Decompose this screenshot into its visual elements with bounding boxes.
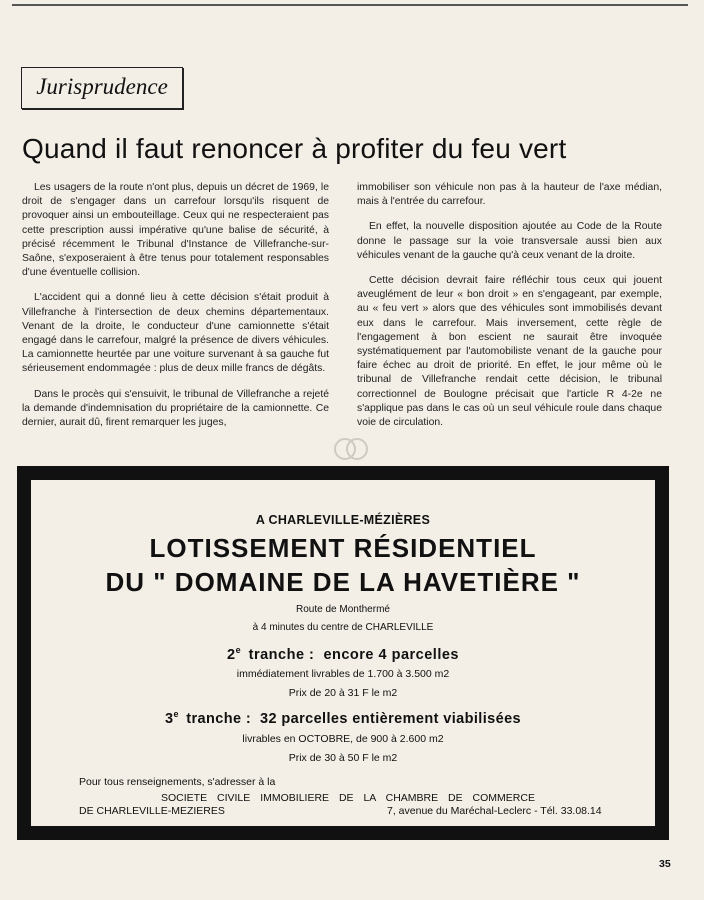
tranche3-sup: e bbox=[173, 709, 179, 719]
paragraph: En effet, la nouvelle disposition ajoutée au Code de la Route donne le passage sur la voie transversale aussi bien aux véhicules venant de la gauche qu'à ceux venant de la droite. bbox=[357, 221, 662, 261]
ad-tranche2-livrables: immédiatement livrables de 1.700 à 3.500 m2 bbox=[236, 668, 450, 680]
paragraph: Cette décision devrait faire réfléchir tous ceux qui jouent aveuglément de leur « bon droit » en s'engageant, par exemple, au « feu vert » alors que des véhicules sont immobilisés devant eux dans le carrefour. Mais inversement, cette règle de l'engagement à bon escient ne saurait être invoquée systématiquement par l'automobiliste venant de la gauche pour faire échec au droit de priorité. En effet, le jour même où le tribunal de Villefranche rendait cette décision, le tribunal correctionnel de Boulogne précisait que l'article R 4-2e ne s'applique pas dans le cas où un seul véhicule roule dans chaque voie de circulation. bbox=[357, 275, 662, 429]
ad-tranche2-heading bbox=[31, 645, 655, 663]
ad-tranche3-price: Prix de 30 à 50 F le m2 bbox=[288, 752, 398, 764]
section-label-box bbox=[21, 67, 183, 109]
ad-title-line1: LOTISSEMENT RÉSIDENTIEL bbox=[149, 533, 537, 563]
tranche2-number: 2 bbox=[227, 646, 236, 663]
ad-tranche3-livrables: livrables en OCTOBRE, de 900 à 2.600 m2 bbox=[242, 733, 444, 745]
ad-road: Route de Monthermé bbox=[296, 604, 390, 615]
paragraph: Dans le procès qui s'ensuivit, le tribunal de Villefranche a rejeté la demande d'indemnisation du propriétaire de la camionnette. Ce dernier, aurait dû, firent remarquer les juges, bbox=[22, 388, 329, 429]
paragraph: Les usagers de la route n'ont plus, depuis un décret de 1969, le droit de s'engager dans un carrefour lorsqu'ils risquent de provoquer ainsi un embouteillage. Ceux qui ne respecteraient pas cette prescription aussi impérative qu'une balise de sécurité, à précisé récemment le Tribunal d'Instance de Villefranche-sur-Saône, s'exposeraient à être tenus pour totalement responsables d'une éventuelle collision. bbox=[22, 182, 329, 279]
tranche2-info: encore 4 parcelles bbox=[323, 646, 459, 663]
ad-title-line2: DU " DOMAINE DE LA HAVETIÈRE " bbox=[105, 567, 581, 597]
ad-tranche2-price: Prix de 20 à 31 F le m2 bbox=[288, 687, 398, 699]
article-column-right bbox=[357, 181, 662, 441]
ad-city: A CHARLEVILLE-MÉZIÈRES bbox=[255, 513, 431, 527]
tranche2-label: tranche : bbox=[248, 646, 315, 663]
tranche3-label: tranche : bbox=[186, 710, 252, 727]
top-rule bbox=[12, 4, 688, 6]
ad-company-name: SOCIETE CIVILE IMMOBILIERE DE LA CHAMBRE DE COMMERCE bbox=[161, 792, 535, 804]
advertisement-frame bbox=[17, 466, 669, 840]
ad-distance: à 4 minutes du centre de CHARLEVILLE bbox=[252, 622, 434, 633]
article-headline: Quand il faut renoncer à profiter du feu vert bbox=[22, 133, 567, 164]
ad-tranche3-heading bbox=[31, 709, 655, 727]
ad-address: 7, avenue du Maréchal-Leclerc - Tél. 33.08.14 bbox=[387, 805, 602, 817]
tranche3-info: 32 parcelles entièrement viabilisées bbox=[259, 710, 522, 727]
ad-company-city: DE CHARLEVILLE-MEZIERES bbox=[79, 805, 225, 817]
advertisement-content bbox=[31, 480, 655, 826]
paragraph: L'accident qui a donné lieu à cette décision s'était produit à Villefranche à l'intersection de deux chemins départementaux. Venant de la droite, le conducteur d'une camionnette s'était engagé dans le carrefour, malgré la présence de divers véhicules. La camionnette heurtée par une voiture survenant à sa gauche fut sérieusement endommagée : plus de deux mille francs de dégâts. bbox=[22, 292, 329, 375]
article-column-left bbox=[22, 181, 329, 441]
paragraph: immobiliser son véhicule non pas à la hauteur de l'axe médian, mais à l'entrée du carrefour. bbox=[357, 182, 662, 208]
tranche3-number: 3 bbox=[164, 710, 174, 727]
watermark-stamp-icon bbox=[331, 434, 371, 464]
ad-info-line: Pour tous renseignements, s'adresser à la bbox=[79, 776, 276, 788]
section-label: Jurisprudence bbox=[36, 74, 168, 99]
page-number: 35 bbox=[659, 858, 671, 870]
tranche2-sup: e bbox=[235, 645, 242, 655]
